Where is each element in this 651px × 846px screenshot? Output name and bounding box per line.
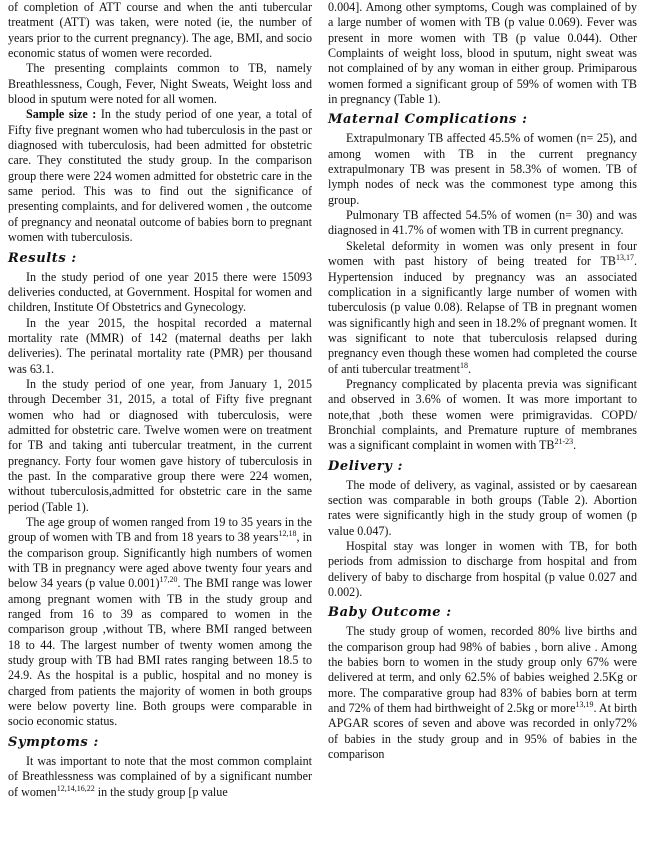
- paragraph-symptoms-continued: 0.004]. Among other symptoms, Cough was complained of by a large number of women with TB (p value 0.069). Fever was present in more women with TB (p value 0.044). Other Complaints of weight loss, blood in sputum, night sweat was not complained of by any woman in either group. Primiparous women formed a significant group of 59% of women with TB in pregnancy (Table 1).: [328, 0, 637, 107]
- sample-size-label: Sample size :: [26, 107, 97, 122]
- citation: 13,19: [575, 700, 594, 710]
- citation: 13,17: [615, 253, 634, 263]
- age-text-a: The age group of women ranged from 19 to 35 years in the group of women with TB and from 18 years to 38 years: [8, 515, 312, 545]
- results-heading: Results :: [8, 250, 77, 266]
- symptoms-heading: Symptoms :: [8, 734, 99, 750]
- paragraph-deliveries: In the study period of one year 2015 there were 15093 deliveries conducted, at Government. Hospital for women and children, Institute Of Obstetrics and Gynecology.: [8, 269, 312, 315]
- paragraph-sample-size: [8, 107, 312, 245]
- paragraph-methods-continued: of completion of ATT course and when the anti tubercular treatment (ATT) was taken, were noted (ie, the number of years prior to the current pregnancy). The age, BMI, and socio economic status of women were recorded.: [8, 0, 312, 61]
- age-text-b: , in the comparison group. Significantly high numbers of women with TB in pregnancy were aged above twenty four years and below 34 years (p value 0.001): [8, 530, 312, 591]
- baby-outcome-heading: Baby Outcome :: [328, 605, 452, 621]
- skeletal-text-b: . Hypertension induced by pregnancy was an associated complication in a significantly large number of women with tuberculosis (p value 0.08). Relapse of TB in pregnant women was significantly high and seen in 18.2% of pregnant women. It was significant to note that tuberculosis relapsed during pregnancy even though these women had completed the course of anti tubercular treatment: [328, 254, 637, 376]
- age-text-c: . The BMI range was lower among pregnant women with TB in the study group and ranged from 16 to 39 as compared to women in the comparison group ,without TB, where BMI ranged between 18 to 44. The largest number of twenty women among the study group with TB had BMI rates ranging between 18.5 to 24.9. As the hospital is a public, hospital and no money is charged from patients the majority of women in both groups were below poverty line. Both groups were comparable in socio economic status.: [8, 576, 312, 729]
- paragraph-hospital-stay: Hospital stay was longer in women with TB, for both periods from admission to discharge from hospital and from delivery of baby to discharge from hospital (p value 0.027 and 0.002).: [328, 539, 637, 600]
- paragraph-pulmonary: Pulmonary TB affected 54.5% of women (n= 30) and was diagnosed in 41.7% of women with TB in current pregnancy.: [328, 208, 637, 238]
- paragraph-mortality: In the year 2015, the hospital recorded a maternal mortality rate (MMR) of 142 (maternal deaths per lakh deliveries). The perinatal mortality rate (PMR) per thousand was 63.1.: [8, 315, 312, 376]
- delivery-heading: Delivery :: [328, 458, 403, 474]
- skeletal-text-a: Skeletal deformity in women was only present in four women with past history of being treated for TB: [328, 238, 637, 269]
- sample-size-text: In the study period of one year, a total of Fifty five pregnant women who had tuberculosis in the past or diagnosed with tuberculosis, had been admitted for obstetric care. They constituted the study group. In the comparison group there were 224 women admitted for obstetric care in the same period. This was to find out the significance of presenting complaints, and for delivered women , the outcome of pregnancy and neonatal outcome of babies born to pregnant women with tuberculosis.: [8, 107, 312, 245]
- paragraph-mode-of-delivery: The mode of delivery, as vaginal, assisted or by caesarean section was comparable in both groups (Table 2). Abortion rates were significantly high in the study group of women (p value 0.047).: [328, 477, 637, 538]
- symptoms-text-a: It was important to note that the most common complaint of Breathlessness was complained of by a significant number of women: [8, 753, 312, 799]
- paragraph-symptoms: [8, 754, 312, 800]
- left-column: [8, 0, 312, 800]
- citation: 21-23: [554, 437, 574, 447]
- symptoms-text-b: in the study group [p value: [94, 784, 228, 799]
- paragraph-placenta-previa: [328, 377, 637, 454]
- baby-text-a: The study group of women, recorded 80% live births and the comparison group had 98% of babies , born alive . Among the babies born to women in the study group only 67% were delivered at term, and only 62.5% of babies weighed 2.5Kg or more. The comparative group had 83% of babies born at term and 72% of them had birthweight of 2.5kg or more: [328, 624, 637, 716]
- right-column: [328, 0, 637, 762]
- maternal-complications-heading: Maternal Complications :: [328, 112, 528, 128]
- paragraph-skeletal: [328, 239, 637, 377]
- baby-text-b: . At birth APGAR scores of seven and above was recorded in only72% of babies in the study group and in 95% of babies in the comparison: [328, 701, 637, 762]
- citation: 17,20: [159, 575, 178, 585]
- paragraph-extrapulmonary: Extrapulmonary TB affected 45.5% of women (n= 25), and among women with TB in the current pregnancy extrapulmonary TB was present in 58.3% of women. TB of lymph nodes of neck was the commonest type among this group.: [328, 131, 637, 207]
- citation: 12,14,16,22: [56, 783, 95, 793]
- citation: 12,18: [278, 529, 297, 539]
- skeletal-text-c: .: [467, 361, 471, 376]
- paragraph-study-period: In the study period of one year, from January 1, 2015 through December 31, 2015, a total of Fifty five pregnant women who had or diagnosed with tuberculosis, were admitted for obstetric care. Twelve women were on treatment for TB and taking anti tubercular treatment, in the current pregnancy. Forty four women gave history of tuberculosis in the past. In the comparative group there were 224 women, without tuberculosis,admitted for obstetric care in the same period (Table 1).: [8, 376, 312, 514]
- citation: 18: [459, 360, 468, 370]
- paragraph-baby-outcome: [328, 624, 637, 762]
- paragraph-age-bmi: [8, 515, 312, 730]
- paragraph-presenting-complaints: The presenting complaints common to TB, namely Breathlessness, Cough, Fever, Night Sweats, Weight loss and blood in sputum were noted for all women.: [8, 61, 312, 107]
- placenta-text-b: .: [573, 438, 577, 453]
- placenta-text-a: Pregnancy complicated by placenta previa was significant and observed in 3.6% of women. It was more important to note,that ,both these women were primigravidas. COPD/ Bronchial complaints, and Premature rupture of membranes was a significant complaint in women with TB: [328, 376, 637, 453]
